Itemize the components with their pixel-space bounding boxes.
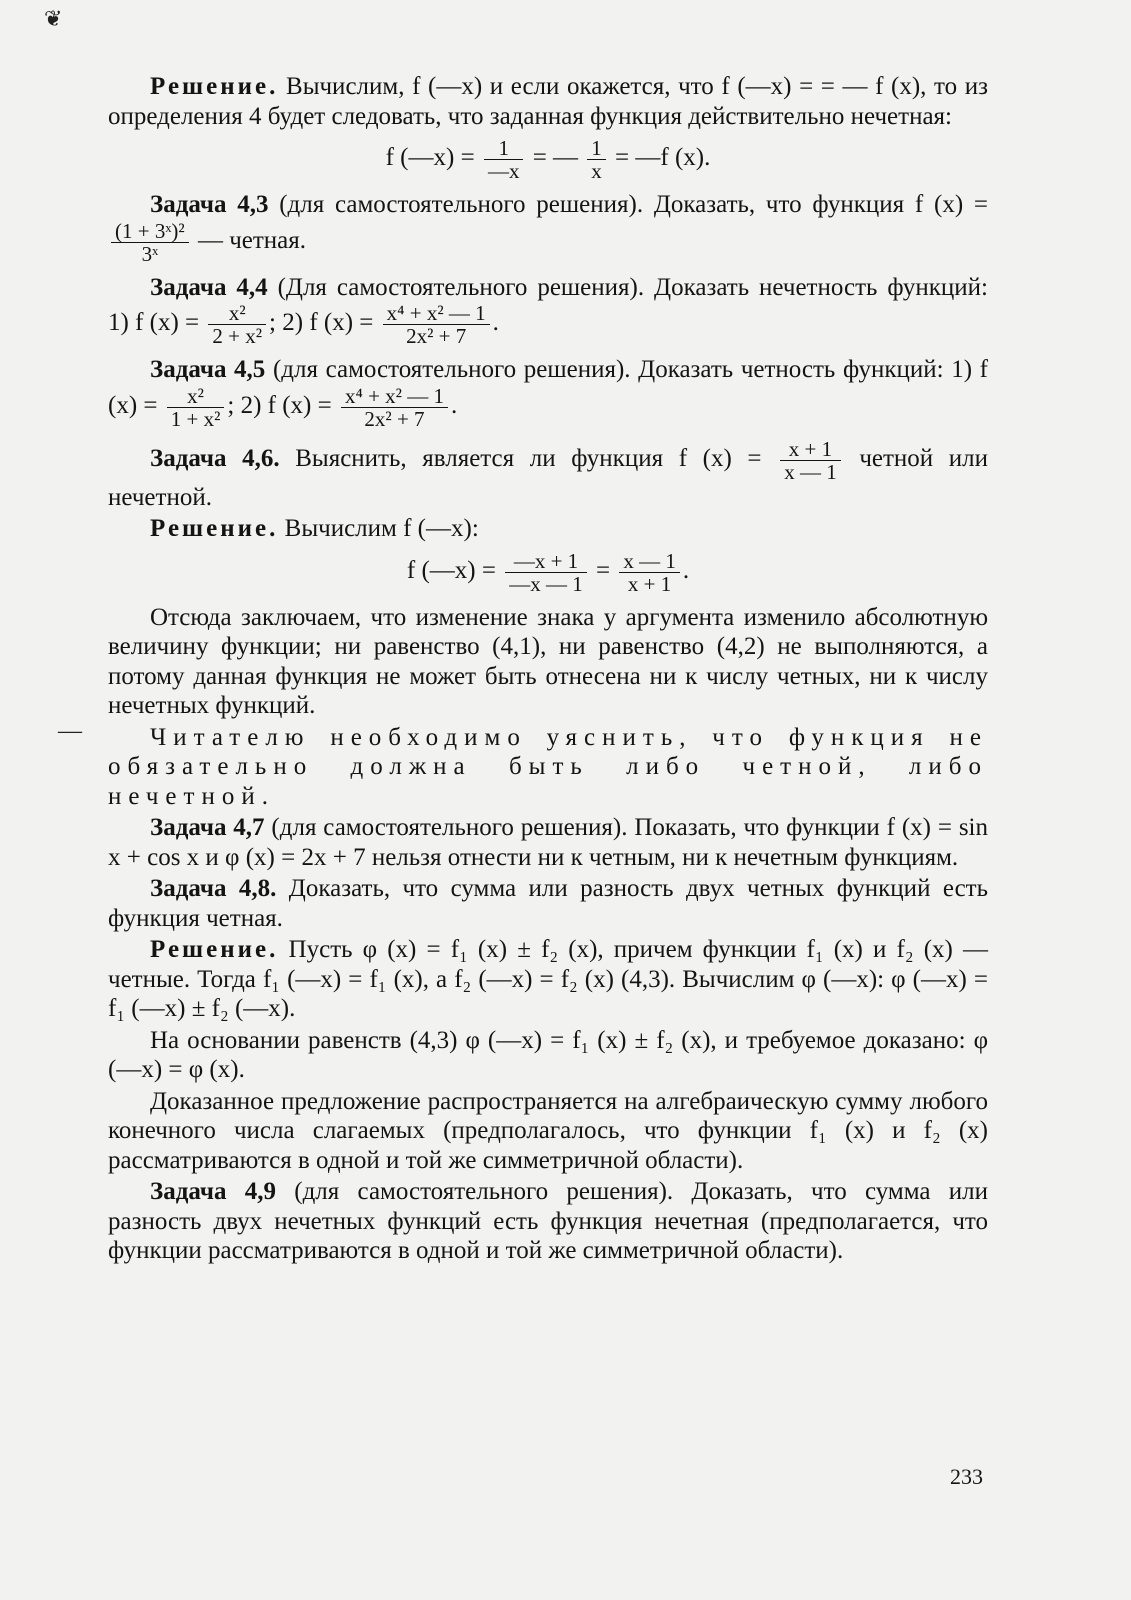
task-4-9: Задача 4,9 (для самостоятельного решения). Доказать, что сумма или разность двух нечетных функций есть функция нечетная (предполагается, что функции рассматриваются в одной и той же симметричной области). bbox=[108, 1178, 988, 1264]
task-label: Задача 4,6. bbox=[150, 444, 280, 472]
task-label: Задача 4,9 bbox=[150, 1178, 276, 1205]
fraction: $\frac{\text{x⁴ + x² — 1}}{\text{2x² + 7}}$ bbox=[383, 302, 490, 347]
fraction: $\frac{\text{x²}}{\text{1 + x²}}$ bbox=[167, 385, 225, 430]
paragraph-conclusion: Отсюда заключаем, что изменение знака у аргумента изменило абсолютную величину функции; ни равенство (4,1), ни равенство (4,2) не выполняются, а потому данная функция не может быть отнесена ни к числу четных, ни к числу нечетных функций. bbox=[108, 603, 988, 719]
fraction: $\frac{1}{—x}$ bbox=[484, 137, 524, 182]
fraction: $\frac{\text{(1 + 3ˣ)²}}{\text{3ˣ}}$ bbox=[111, 220, 189, 265]
fraction: $\frac{—x + 1}{—x — 1}$ bbox=[505, 550, 587, 595]
task-4-6: Задача 4,6. Выяснить, является ли функция f (x) = $\frac{x + 1}{x — 1}$ четной или нечетной. bbox=[108, 436, 989, 511]
solution-2: Решение. Вычислим f (—x): bbox=[150, 515, 479, 542]
fraction: $\frac{1}{x}$ bbox=[587, 137, 606, 182]
task-4-4: Задача 4,4 (Для самостоятельного решения). Доказать нечетность функций: 1) f (x) = $\frac{\text{x²}}{\text{2 + x²}}$ ; 2) f (x) = $\frac{\text{x⁴ + x² — 1}}{\text{2x² + 7}}$ . bbox=[108, 273, 988, 348]
solution-1 bbox=[108, 72, 988, 131]
paragraph-proof: На основании равенств (4,3) φ (—x) = f₁ (x) ± f₂ (x), и требуемое доказано: φ (—x) = φ (x). bbox=[108, 1026, 988, 1083]
fraction: $\frac{x + 1}{x — 1}$ bbox=[780, 438, 841, 483]
formula-2: f (—x) = $\frac{—x + 1}{—x — 1}$ = $\frac{x — 1}{x + 1}$ . bbox=[406, 548, 690, 596]
page-text bbox=[108, 72, 988, 1268]
task-label: Задача 4,4 bbox=[150, 273, 268, 301]
solution-3: Решение. Пусть φ (x) = f₁ (x) ± f₂ (x), причем функции f₁ (x) и f₂ (x) — четные. Тогда f₁ (—x) = f₁ (x), а f₂ (—x) = f₂ (x) (4,3). Вычислим φ (—x): φ (—x) = f₁ (—x) ± f₂ (—x). bbox=[108, 936, 988, 1022]
fraction: $\frac{\text{x²}}{\text{2 + x²}}$ bbox=[208, 302, 266, 347]
fraction: $\frac{\text{x⁴ + x² — 1}}{\text{2x² + 7}}$ bbox=[341, 385, 448, 430]
fraction: $\frac{x — 1}{x + 1}$ bbox=[619, 550, 680, 595]
solution-text: Вычислим, f (—x) и если окажется, что f (—x) = = — f (x), то из определения 4 будет следовать, что заданная функция действительно нечетная: bbox=[108, 73, 988, 130]
task-label: Задача 4,7 bbox=[150, 814, 265, 841]
task-label: Задача 4,5 bbox=[150, 356, 266, 383]
margin-dash: — bbox=[58, 718, 82, 744]
task-label: Задача 4,8. bbox=[150, 875, 277, 902]
paragraph-generalization: Доказанное предложение распространяется на алгебраическую сумму любого конечного числа слагаемых (предполагалось, что функции f₁ (x) и f₂ (x) рассматриваются в одной и той же симметричной области). bbox=[108, 1087, 988, 1174]
solution-label: Решение. bbox=[150, 515, 279, 542]
page-number: 233 bbox=[950, 1464, 983, 1489]
paragraph-note: Читателю необходимо уяснить, что функция не обязательно должна быть либо четной, либо нечетной. bbox=[108, 723, 988, 810]
solution-label: Решение. bbox=[150, 936, 279, 963]
scan-mark-top: ❦ bbox=[44, 6, 63, 31]
task-4-5: Задача 4,5 (для самостоятельного решения). Доказать четность функций: 1) f (x) = $\frac{\text{x²}}{\text{1 + x²}}$ ; 2) f (x) = $\frac{\text{x⁴ + x² — 1}}{\text{2x² + 7}}$ . bbox=[108, 356, 989, 431]
task-4-7: Задача 4,7 (для самостоятельного решения). Показать, что функции f (x) = sin x + cos x и φ (x) = 2x + 7 нельзя отнести ни к четным, ни к нечетным функциям. bbox=[108, 814, 988, 871]
solution-label: Решение. bbox=[150, 73, 279, 100]
task-4-3: Задача 4,3 (для самостоятельного решения). Доказать, что функция f (x) = $\frac{\text{(1 + 3ˣ)²}}{\text{3ˣ}}$ — четная. bbox=[108, 190, 988, 265]
task-label: Задача 4,3 bbox=[150, 191, 269, 218]
task-4-8: Задача 4,8. Доказать, что сумма или разность двух четных функций есть функция четная. bbox=[108, 875, 988, 932]
formula-1: f (—x) = $\frac{1}{—x}$ = — $\frac{1}{x}$ = —f (x). bbox=[385, 136, 711, 183]
